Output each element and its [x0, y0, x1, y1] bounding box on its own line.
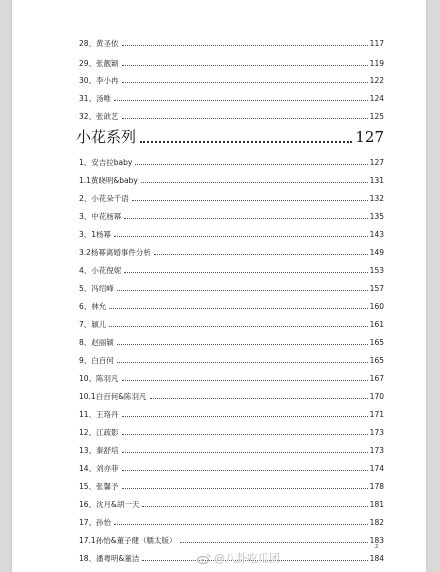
toc-entry-title: 18、潘粤明&董洁 [79, 553, 140, 563]
toc-entry[interactable] [79, 458, 384, 472]
dot-leader [135, 164, 367, 165]
dot-leader [122, 470, 368, 471]
toc-entry-title: 3.2杨幂离婚事件分析 [79, 247, 151, 257]
dot-leader [124, 218, 367, 219]
toc-entry-page: 157 [369, 283, 384, 293]
toc-entry-title: 31、汤唯 [79, 93, 112, 103]
toc-entry-page: 171 [369, 409, 384, 419]
dot-leader [114, 100, 368, 101]
section-title: 小花系列 [76, 128, 137, 146]
toc-entry-page: 117 [369, 38, 384, 48]
toc-entry[interactable] [79, 530, 384, 544]
toc-entry[interactable] [79, 440, 384, 454]
dot-leader [114, 236, 368, 237]
toc-entry-title: 10.1白百何&陈羽凡 [79, 391, 147, 401]
toc-entry-page: 181 [369, 499, 384, 509]
toc-entry[interactable] [79, 206, 384, 220]
toc-entry-page: 127 [369, 157, 384, 167]
toc-entry-page: 174 [369, 463, 384, 473]
toc-entry[interactable] [79, 188, 384, 202]
toc-entry-page: 135 [369, 211, 384, 221]
toc-entry-page: 183 [369, 535, 384, 545]
toc-entry-page: 178 [369, 481, 384, 491]
toc-entry-title: 29、张靓颖 [79, 58, 119, 68]
dot-leader [109, 326, 367, 327]
dot-leader [122, 380, 368, 381]
section-page: 127 [355, 128, 384, 146]
dot-leader [122, 452, 368, 453]
dot-leader [154, 254, 368, 255]
document-page [12, 0, 426, 572]
toc-entry[interactable] [79, 278, 384, 292]
toc-entry-title: 30、李小冉 [79, 75, 119, 85]
toc-entry-title: 17、孙怡 [79, 517, 112, 527]
toc-entry-title: 3、中花杨幂 [79, 211, 122, 221]
dot-leader [122, 434, 368, 435]
toc-entry-page: 182 [369, 517, 384, 527]
toc-entry-title: 9、白百何 [79, 355, 114, 365]
watermark [197, 550, 280, 566]
toc-entry-page: 160 [369, 301, 384, 311]
dot-leader [150, 398, 368, 399]
toc-entry-page: 153 [369, 265, 384, 275]
toc-entry-page: 165 [369, 337, 384, 347]
toc-entry-title: 28、黄圣依 [79, 38, 119, 48]
toc-entry[interactable] [79, 350, 384, 364]
toc-entry[interactable] [79, 152, 384, 166]
toc-entry[interactable] [79, 422, 384, 436]
toc-entry-page: 173 [369, 427, 384, 437]
dot-leader [109, 308, 367, 309]
toc-entry-page: 161 [369, 319, 384, 329]
toc-entry-title: 3、1杨幂 [79, 229, 112, 239]
toc-entry-title: 16、沈月&胡一天 [79, 499, 140, 509]
dot-leader [122, 65, 368, 66]
toc-entry-title: 1.1黄晓明&baby [79, 175, 138, 185]
dot-leader [122, 488, 368, 489]
toc-entry-page: 124 [369, 93, 384, 103]
toc-entry-page: 184 [369, 553, 384, 563]
toc-entry[interactable] [79, 170, 384, 184]
toc-entry-page: 143 [369, 229, 384, 239]
dot-leader [117, 344, 368, 345]
toc-entry-page: 122 [369, 75, 384, 85]
toc-entry-title: 12、江疏影 [79, 427, 119, 437]
toc-entry-page: 149 [369, 247, 384, 257]
toc-entry-title: 14、刘亦菲 [79, 463, 119, 473]
toc-entry[interactable] [79, 70, 384, 84]
dot-leader [124, 272, 367, 273]
toc-entry[interactable] [79, 53, 384, 67]
dot-leader [142, 506, 367, 507]
weibo-logo-icon [197, 553, 211, 564]
toc-entry[interactable] [79, 296, 384, 310]
toc-entry-title: 13、秦舒培 [79, 445, 119, 455]
toc-entry-page: 173 [369, 445, 384, 455]
dot-leader [117, 290, 368, 291]
toc-entry[interactable] [79, 512, 384, 526]
toc-entry-title: 1、安吉拉baby [79, 157, 133, 167]
toc-entry-title: 2、小花朵千语 [79, 193, 129, 203]
toc-entry[interactable] [79, 33, 384, 47]
toc-entry-title: 6、林允 [79, 301, 107, 311]
dot-leader [122, 118, 368, 119]
toc-entry[interactable] [79, 314, 384, 328]
toc-entry[interactable] [79, 88, 384, 102]
toc-entry-title: 15、张馨予 [79, 481, 119, 491]
toc-entry-page: 170 [369, 391, 384, 401]
toc-entry-title: 32、张歆艺 [79, 111, 119, 121]
toc-entry[interactable] [79, 242, 384, 256]
toc-entry[interactable] [79, 476, 384, 490]
dot-leader [122, 82, 368, 83]
toc-entry-title: 11、王珞丹 [79, 409, 119, 419]
toc-entry-page: 125 [369, 111, 384, 121]
toc-entry[interactable] [79, 368, 384, 382]
toc-entry-title: 4、小花倪妮 [79, 265, 122, 275]
toc-entry-page: 119 [369, 58, 384, 68]
toc-entry-page: 131 [369, 175, 384, 185]
toc-entry-title: 17.1孙怡&董子健（糯太版） [79, 535, 177, 545]
toc-entry-page: 167 [369, 373, 384, 383]
dot-leader [122, 416, 368, 417]
dot-leader [180, 542, 368, 543]
toc-entry[interactable] [79, 404, 384, 418]
dot-leader [122, 45, 368, 46]
toc-entry[interactable] [79, 332, 384, 346]
toc-entry[interactable] [79, 494, 384, 508]
toc-entry-page: 165 [369, 355, 384, 365]
toc-entry[interactable] [79, 260, 384, 274]
toc-entry[interactable] [79, 386, 384, 400]
toc-entry-title: 8、赵丽颖 [79, 337, 114, 347]
toc-entry[interactable] [79, 224, 384, 238]
toc-entry[interactable] [79, 106, 384, 120]
dot-leader [117, 362, 368, 363]
dot-leader [141, 182, 368, 183]
toc-entry-title: 10、陈羽凡 [79, 373, 119, 383]
toc-entry-title: 7、颖儿 [79, 319, 107, 329]
dot-leader [132, 200, 368, 201]
toc-entry-page: 132 [369, 193, 384, 203]
watermark-text: @八卦吃瓜团 [214, 552, 280, 565]
toc-section-heading[interactable] [76, 125, 384, 145]
page-number: 2 [375, 544, 379, 550]
dot-leader [140, 141, 352, 143]
dot-leader [114, 524, 368, 525]
toc-entry-title: 5、冯绍峰 [79, 283, 114, 293]
